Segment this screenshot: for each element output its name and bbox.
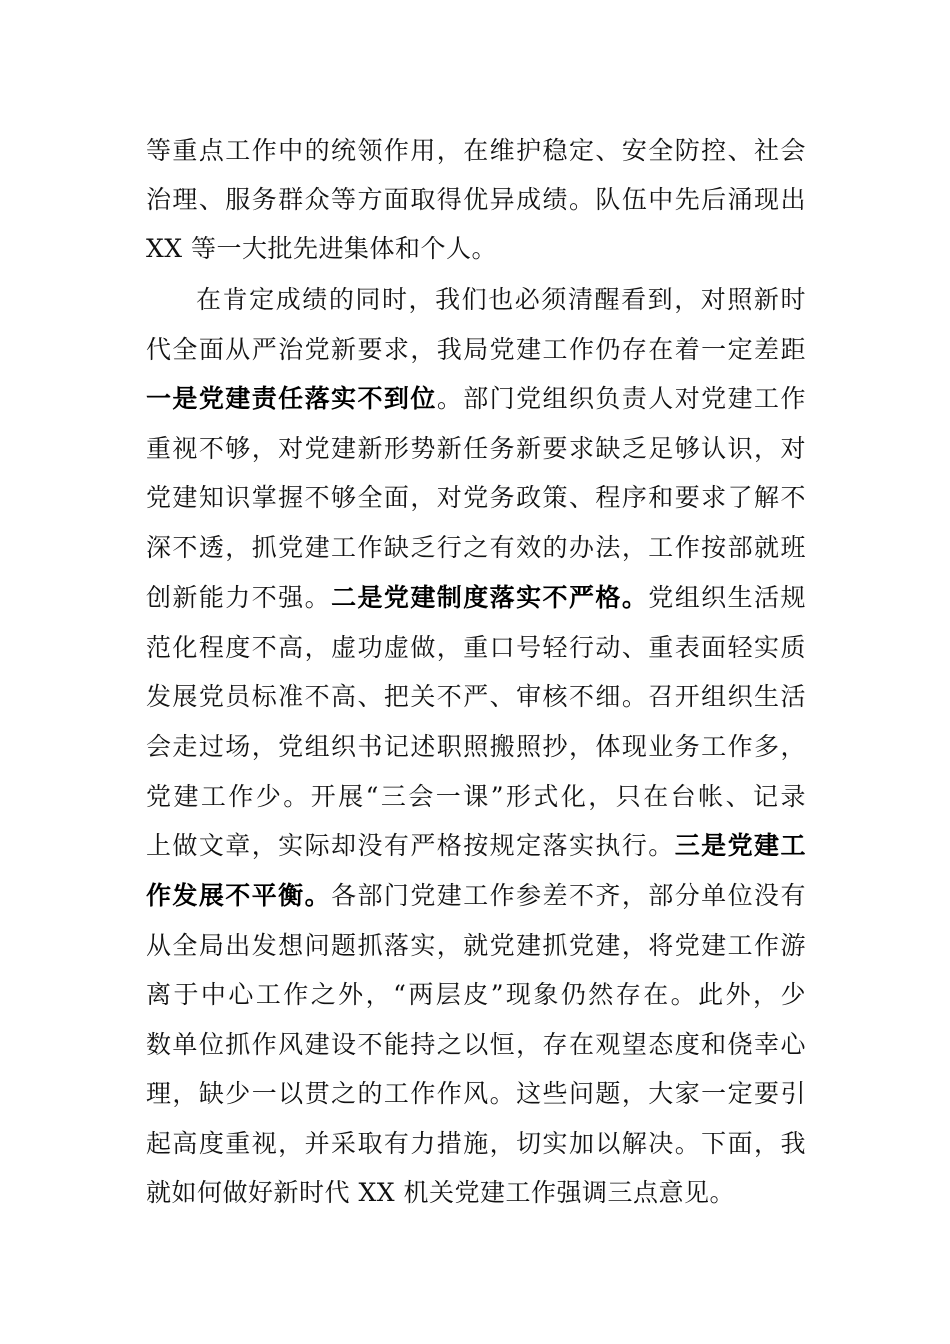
text-run: 深不透，抓党建工作缺乏行之有效的办法，工作按部就班 xyxy=(146,533,806,562)
text-run: 上做文章，实际却没有严格按规定落实执行。 xyxy=(146,831,675,860)
text-line xyxy=(146,826,806,866)
text-line xyxy=(146,429,806,469)
text-line xyxy=(146,180,806,220)
text-run: 发展党员标准不高、把关不严、审核不细。召开组织生活 xyxy=(146,682,806,711)
text-run: 数单位抓作风建设不能持之以恒，存在观望态度和侥幸心 xyxy=(146,1030,806,1059)
text-line xyxy=(146,578,806,618)
text-line xyxy=(146,1124,806,1164)
text-run: 从全局出发想问题抓落实，就党建抓党建，将党建工作游 xyxy=(146,931,806,960)
text-line xyxy=(146,727,806,767)
text-line xyxy=(146,131,806,171)
bold-heading-run: 三是党建工 xyxy=(674,831,806,860)
text-line xyxy=(146,677,806,717)
text-run: 创新能力不强。 xyxy=(146,583,332,612)
bold-heading-run: 二是党建制度落实不严格。 xyxy=(331,583,649,612)
text-line xyxy=(146,1074,806,1114)
text-run: 各部门党建工作参差不齐，部分单位没有 xyxy=(331,881,806,910)
text-line xyxy=(146,876,806,916)
text-run: 。部门党组织负责人对党建工作 xyxy=(436,384,806,413)
text-run: 代全面从严治党新要求，我局党建工作仍存在着一定差距 xyxy=(146,335,806,364)
text-line xyxy=(146,777,806,817)
text-run: 就如何做好新时代 XX 机关党建工作强调三点意见。 xyxy=(146,1178,735,1207)
text-run: XX 等一大批先进集体和个人。 xyxy=(146,234,498,263)
text-run: 范化程度不高，虚功虚做，重口号轻行动、重表面轻实质 xyxy=(146,633,806,662)
text-run: 党组织生活规 xyxy=(648,583,806,612)
text-run: 离于中心工作之外，“两层皮”现象仍然存在。此外，少 xyxy=(146,980,806,1009)
text-line xyxy=(146,330,806,370)
paragraph-first-line xyxy=(196,280,806,320)
text-run: 理，缺少一以贯之的工作作风。这些问题，大家一定要引 xyxy=(146,1079,806,1108)
text-line xyxy=(146,975,806,1015)
text-line xyxy=(146,379,806,419)
bold-heading-run: 作发展不平衡。 xyxy=(146,881,332,910)
text-run: 重视不够，对党建新形势新任务新要求缺乏足够认识，对 xyxy=(146,434,806,463)
text-run: 党建工作少。开展“三会一课”形式化，只在台帐、记录 xyxy=(146,782,806,811)
text-line xyxy=(146,1025,806,1065)
text-run: 等重点工作中的统领作用，在维护稳定、安全防控、社会 xyxy=(146,136,806,165)
bold-heading-run: 一是党建责任落实不到位 xyxy=(146,384,437,413)
text-line xyxy=(146,926,806,966)
text-run: 起高度重视，并采取有力措施，切实加以解决。下面，我 xyxy=(146,1129,806,1158)
text-line xyxy=(146,528,806,568)
text-line xyxy=(146,229,806,269)
text-run: 党建知识掌握不够全面，对党务政策、程序和要求了解不 xyxy=(146,483,806,512)
text-run: 会走过场，党组织书记述职照搬照抄，体现业务工作多， xyxy=(146,732,806,761)
text-line xyxy=(146,628,806,668)
text-run: 在肯定成绩的同时，我们也必须清醒看到，对照新时 xyxy=(196,285,806,314)
text-line xyxy=(146,1173,806,1213)
text-line xyxy=(146,478,806,518)
text-run: 治理、服务群众等方面取得优异成绩。队伍中先后涌现出 xyxy=(146,185,806,214)
